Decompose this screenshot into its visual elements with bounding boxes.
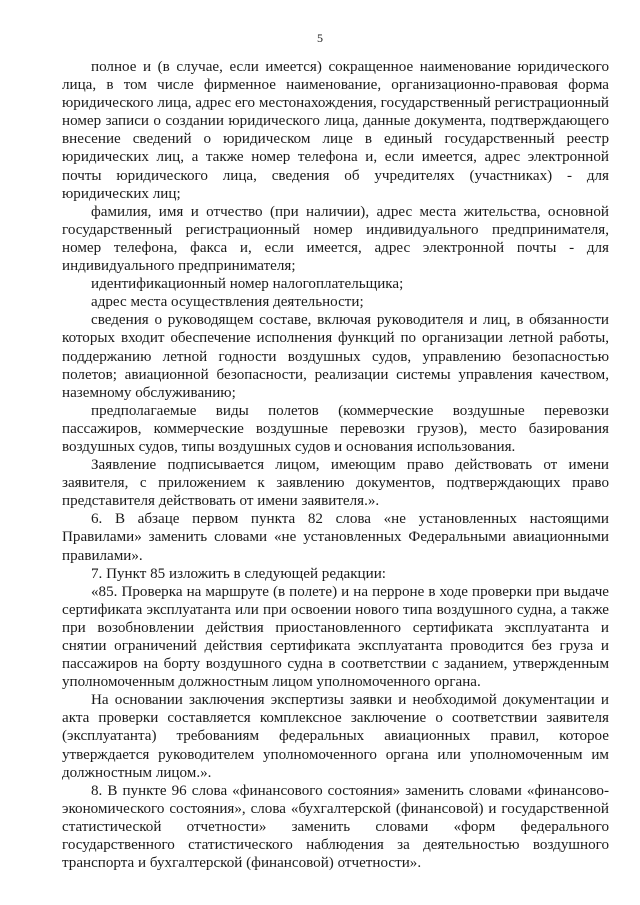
paragraph-item-7: 7. Пункт 85 изложить в следующей редакции: <box>91 565 386 582</box>
document-body <box>62 58 609 872</box>
paragraph-management-staff: сведения о руководящем составе, включая руководителя и лиц, в обязанности которых входит обеспечение исполнения функций по организации летной работы, поддержанию летной годности воздушных судов, управлению безопасностью полетов; авиационной безопасности, реализации системы управления качеством, наземному обслуживанию; <box>62 312 609 401</box>
paragraph-activity-address: адрес места осуществления деятельности; <box>91 294 364 311</box>
paragraph-clause-85: «85. Проверка на маршруте (в полете) и на перроне в ходе проверки при выдаче сертификата эксплуатанта или при освоении нового типа воздушного судна, а также при возобновлении действия приостановленного сертификата эксплуатанта и снятии ограничений действия сертификата эксплуатанта проводится без груза и пассажиров на борту воздушного судна в соответствии с заданием, утвержденным уполномоченным должностным лицом уполномоченного органа. <box>62 583 609 691</box>
paragraph-individual-entrepreneur-details: фамилия, имя и отчество (при наличии), адрес места жительства, основной государственный регистрационный номер индивидуального предпринимателя, номер телефона, факса и, если имеется, адрес электронной почты - для индивидуального предпринимателя; <box>62 203 609 275</box>
page-number: 5 <box>317 31 323 45</box>
paragraph-flight-types: предполагаемые виды полетов (коммерческие воздушные перевозки пассажиров, коммерческие воздушные перевозки грузов), место базирования воздушных судов, типы воздушных судов и основания использования. <box>62 402 609 455</box>
paragraph-taxpayer-id: идентификационный номер налогоплательщика; <box>91 276 404 293</box>
paragraph-legal-entity-details: полное и (в случае, если имеется) сокращенное наименование юридического лица, в том числе фирменное наименование, организационно-правовая форма юридического лица, адрес его местонахождения, государственный регистрационный номер записи о создании юридического лица, данные документа, подтверждающего внесение сведений о юридическом лице в единый государственный реестр юридических лиц, а также номер телефона и, если имеется, адрес электронной почты юридического лица, сведения об учредителях (участниках) - для юридических лиц; <box>62 59 609 202</box>
paragraph-application-signing: Заявление подписывается лицом, имеющим право действовать от имени заявителя, с приложением к заявлению документов, подтверждающих право представителя действовать от имени заявителя.». <box>62 457 609 510</box>
paragraph-item-8: 8. В пункте 96 слова «финансового состояния» заменить словами «финансово-экономического состояния», слова «бухгалтерской (финансовой) и государственной статистической отчетности» заменить словами «форм федерального государственного статистического наблюдения за деятельностью воздушного транспорта и бухгалтерской (финансовой) отчетности». <box>62 782 609 872</box>
paragraph-comprehensive-conclusion: На основании заключения экспертизы заявки и необходимой документации и акта проверки составляется комплексное заключение о соответствии заявителя (эксплуатанта) требованиям федеральных авиационных правил, которое утверждается руководителем уполномоченного органа или уполномоченным им должностным лицом.». <box>62 692 609 781</box>
paragraph-item-6: 6. В абзаце первом пункта 82 слова «не установленных настоящими Правилами» заменить словами «не установленных Федеральными авиационными правилами». <box>62 511 609 564</box>
